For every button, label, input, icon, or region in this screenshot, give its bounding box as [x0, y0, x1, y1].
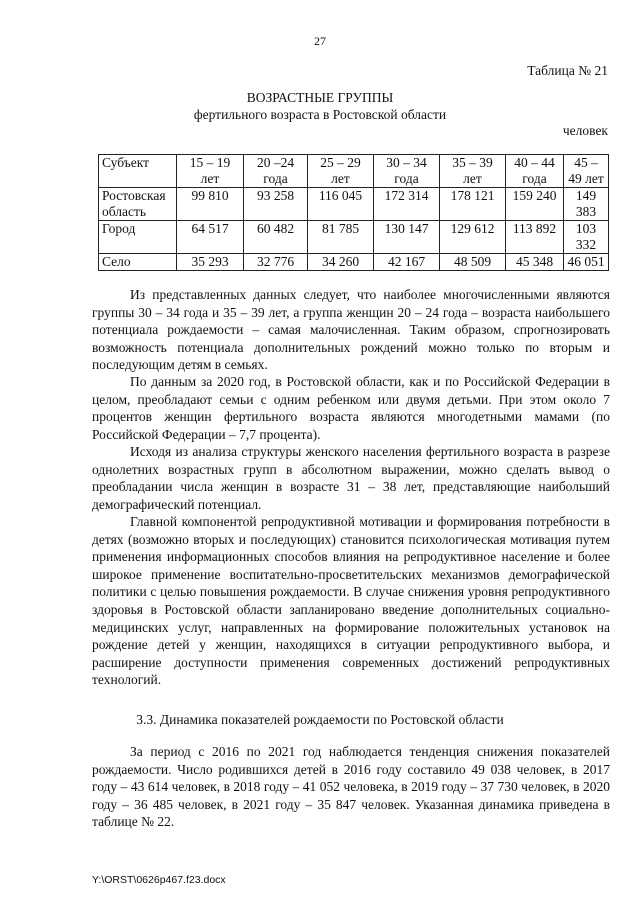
table-cell: 48 509 — [440, 254, 506, 271]
table-cell: 99 810 — [177, 188, 244, 221]
table-cell: 159 240 — [506, 188, 564, 221]
body-paragraph — [92, 743, 610, 831]
header-cell: 40 – 44 года — [506, 155, 564, 188]
table-cell: 130 147 — [374, 221, 440, 254]
table-cell: 34 260 — [308, 254, 374, 271]
row-label: Город — [99, 221, 177, 254]
table-cell: 178 121 — [440, 188, 506, 221]
table-cell: 45 348 — [506, 254, 564, 271]
table-cell: 60 482 — [244, 221, 308, 254]
header-cell: 30 – 34 года — [374, 155, 440, 188]
table-unit: человек — [562, 123, 608, 138]
table-cell: 113 892 — [506, 221, 564, 254]
paragraph-text: Главной компонентой репродуктивной мотивации и формирования потребности в детях (возможно вторых и последующих) становится психологическая мотивация путем применения информационных способов влияния на репродуктивное население и более широкое применение воспитательно-просветительских механизмов демографической политики с целью повышения рождаемости. В случае снижения уровня репродуктивного здоровья в Ростовской области запланировано введение дополнительных социально-медицинских услуг, направленных на формирование положительных установок на рождение детей у женщин, находящихся в ситуации репродуктивного выбора, и расширение доступности применения современных достижений репродуктивных технологий. — [92, 514, 610, 688]
table-cell: 46 051 — [564, 254, 609, 271]
paragraph-text: За период с 2016 по 2021 год наблюдается тенденция снижения показателей рождаемости. Число родившихся детей в 2016 году составило 49 038 человек, в 2017 году – 43 614 человек, в 2018 году – 41 052 человека, в 2019 году – 37 730 человек, в 2020 году – 36 485 человек, в 2021 году – 35 847 человек. Указанная динамика приведена в таблице № 22. — [92, 744, 610, 830]
paragraph-text: Из представленных данных следует, что наиболее многочисленными являются группы 30 – 34 года и 35 – 39 лет, а группа женщин 20 – 24 года – возраста наибольшего потенциала рождаемости – самая малочисленная. Таким образом, спрогнозировать возможность потенциала дополнительных рождений можно только по вторым и последующим детям в семьях. — [92, 287, 610, 373]
paragraph-text: Исходя из анализа структуры женского населения фертильного возраста в разрезе однолетних возрастных групп в абсолютном выражении, можно сделать вывод о преобладании числа женщин в возрасте 31 – 38 лет, представляющие наибольший демографический потенциал. — [92, 444, 610, 512]
page-number: 27 — [314, 34, 326, 48]
table-cell: 64 517 — [177, 221, 244, 254]
header-cell: 35 – 39 лет — [440, 155, 506, 188]
table-cell: 103 332 — [564, 221, 609, 254]
header-cell: 25 – 29 лет — [308, 155, 374, 188]
table-cell: 81 785 — [308, 221, 374, 254]
body-paragraph — [92, 286, 610, 374]
table-row — [99, 188, 609, 221]
table-header-row — [99, 155, 609, 188]
table-label: Таблица № 21 — [527, 63, 608, 78]
table-cell: 35 293 — [177, 254, 244, 271]
table-cell: 129 612 — [440, 221, 506, 254]
age-groups-table — [98, 154, 609, 271]
table-row — [99, 221, 609, 254]
table-cell: 172 314 — [374, 188, 440, 221]
header-cell: Субъект — [99, 155, 177, 188]
header-cell: 15 – 19 лет — [177, 155, 244, 188]
header-cell: 20 –24 года — [244, 155, 308, 188]
row-label: Ростовская область — [99, 188, 177, 221]
table-cell: 42 167 — [374, 254, 440, 271]
body-paragraph — [92, 373, 610, 443]
table-cell: 93 258 — [244, 188, 308, 221]
body-paragraph — [92, 513, 610, 689]
table-row — [99, 254, 609, 271]
body-paragraph — [92, 443, 610, 513]
header-cell: 45 – 49 лет — [564, 155, 609, 188]
table-cell: 116 045 — [308, 188, 374, 221]
section-heading: 3.3. Динамика показателей рождаемости по Ростовской области — [136, 712, 504, 727]
table-cell: 32 776 — [244, 254, 308, 271]
table-subtitle: фертильного возраста в Ростовской области — [193, 107, 447, 122]
row-label: Село — [99, 254, 177, 271]
table-cell: 149 383 — [564, 188, 609, 221]
table-title: ВОЗРАСТНЫЕ ГРУППЫ — [246, 90, 394, 105]
file-path-footer: Y:\ORST\0626p467.f23.docx — [92, 874, 226, 886]
paragraph-text: По данным за 2020 год, в Ростовской области, как и по Российской Федерации в целом, преобладают семьи с одним ребенком или двумя детьми. При этом около 7 процентов женщин фертильного возраста являются многодетными мамами (по Российской Федерации – 7,7 процента). — [92, 374, 610, 442]
